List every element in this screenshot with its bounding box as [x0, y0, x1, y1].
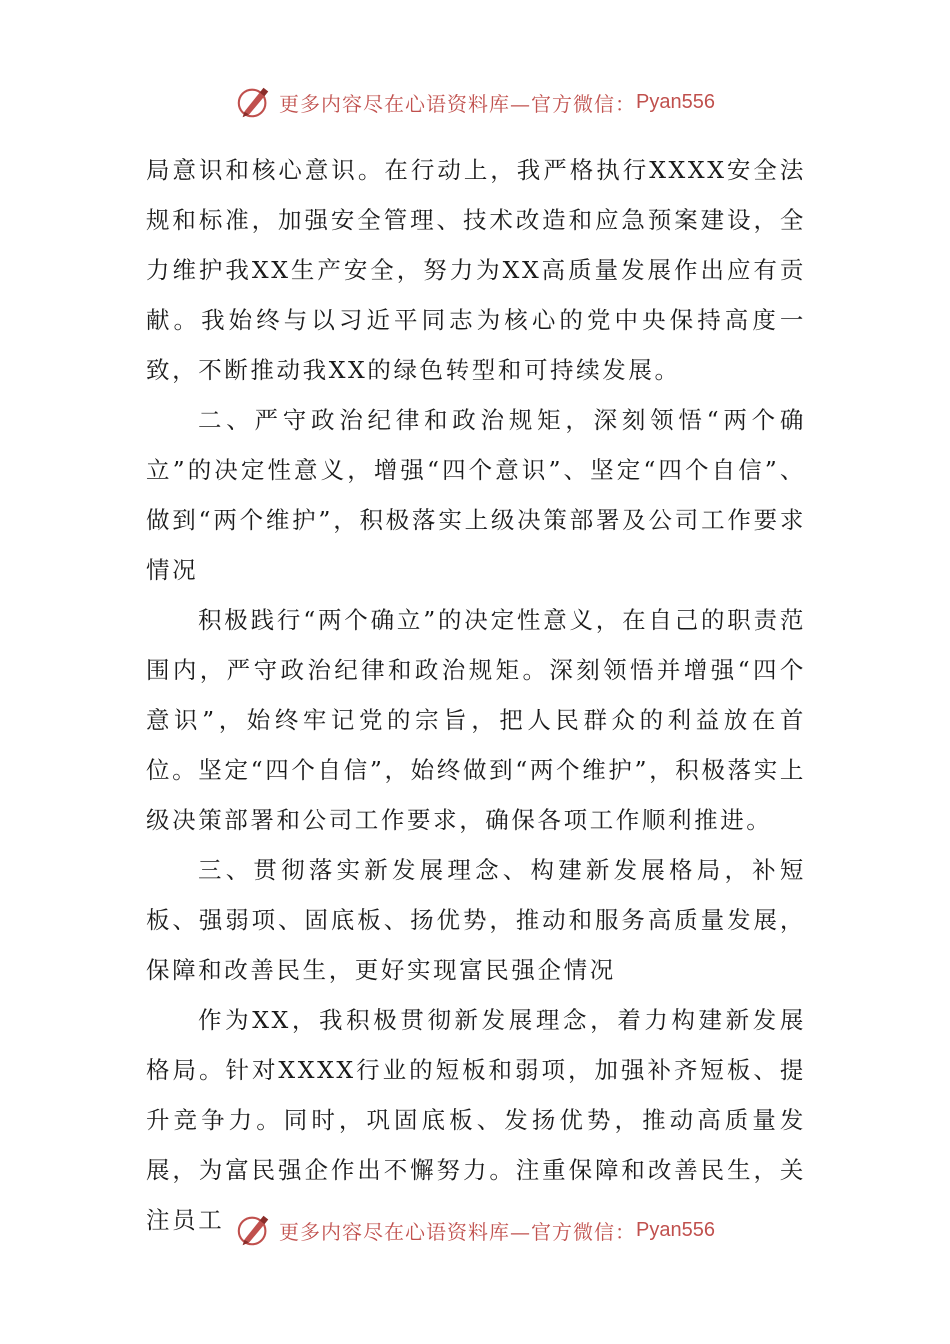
document-body	[146, 145, 806, 1245]
footer-banner	[0, 1208, 950, 1252]
banner-text: 更多内容尽在心语资料库—官方微信：	[279, 1219, 637, 1244]
paragraph-section-3: 作为XX，我积极贯彻新发展理念，着力构建新发展格局。针对XXXX行业的短板和弱项，加强补齐短板、提升竞争力。同时，巩固底板、发扬优势，推动高质量发展，为富民强企作出不懈努力。注重保障和改善民生，关注员工	[146, 1006, 806, 1234]
wechat-id: Pyan556	[636, 90, 715, 113]
pen-logo-icon	[235, 1211, 273, 1249]
section-heading-3: 三、贯彻落实新发展理念、构建新发展格局，补短板、强弱项、固底板、扬优势，推动和服务高质量发展，保障和改善民生，更好实现富民强企情况	[146, 856, 806, 984]
wechat-id: Pyan556	[636, 1218, 715, 1241]
paragraph-section-2: 积极践行“两个确立”的决定性意义，在自己的职责范围内，严守政治纪律和政治规矩。深刻领悟并增强“四个意识”，始终牢记党的宗旨，把人民群众的利益放在首位。坚定“四个自信”，始终做到“两个维护”，积极落实上级决策部署和公司工作要求，确保各项工作顺利推进。	[146, 606, 806, 834]
banner-text: 更多内容尽在心语资料库—官方微信：	[279, 91, 637, 116]
section-heading-2: 二、严守政治纪律和政治规矩，深刻领悟“两个确立”的决定性意义，增强“四个意识”、坚定“四个自信”、做到“两个维护”，积极落实上级决策部署及公司工作要求情况	[146, 406, 806, 584]
pen-logo-icon	[235, 83, 273, 121]
paragraph-continuation: 局意识和核心意识。在行动上，我严格执行XXXX安全法规和标准，加强安全管理、技术改造和应急预案建设，全力维护我XX生产安全，努力为XX高质量发展作出应有贡献。我始终与以习近平同志为核心的党中央保持高度一致，不断推动我XX的绿色转型和可持续发展。	[146, 156, 806, 384]
header-banner	[0, 80, 950, 124]
